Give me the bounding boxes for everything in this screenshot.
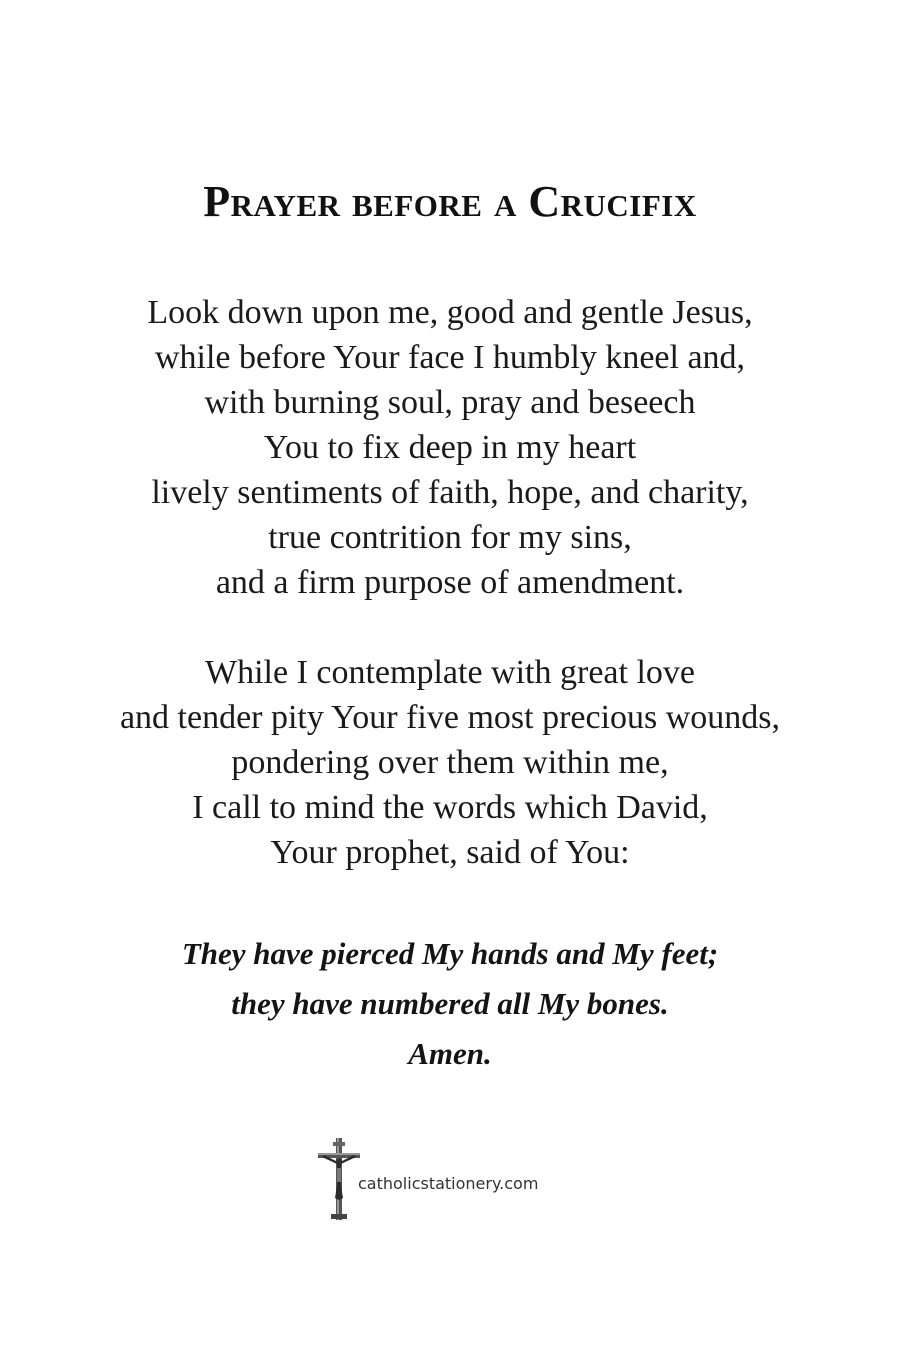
- website-label: catholicstationery.com: [358, 1174, 539, 1193]
- crucifix-icon: [316, 1138, 362, 1220]
- stanza-line: and tender pity Your five most precious wounds,: [119, 699, 781, 736]
- stanza-line: You to fix deep in my heart: [263, 429, 637, 466]
- verse-line: They have pierced My hands and My feet;: [181, 936, 719, 971]
- stanza-2: [0, 650, 900, 875]
- stanza-1: [0, 290, 900, 605]
- stanza-line: with burning soul, pray and beseech: [204, 384, 696, 421]
- stanza-line: lively sentiments of faith, hope, and charity,: [151, 474, 749, 511]
- stanza-line: I call to mind the words which David,: [192, 789, 708, 826]
- verse-line: they have numbered all My bones.: [231, 986, 669, 1021]
- page-title: Prayer before a Crucifix: [203, 177, 697, 226]
- amen-line: Amen.: [408, 1036, 492, 1071]
- stanza-line: true contrition for my sins,: [268, 519, 632, 556]
- stanza-line: Your prophet, said of You:: [270, 834, 630, 871]
- footer-branding: [316, 1138, 616, 1220]
- stanza-line: Look down upon me, good and gentle Jesus,: [147, 294, 753, 331]
- stanza-line: and a firm purpose of amendment.: [215, 564, 685, 601]
- stanza-line: while before Your face I humbly kneel and,: [154, 339, 746, 376]
- stanza-line: While I contemplate with great love: [205, 654, 695, 691]
- stanza-line: pondering over them within me,: [231, 744, 669, 781]
- scripture-verse: [0, 929, 900, 1079]
